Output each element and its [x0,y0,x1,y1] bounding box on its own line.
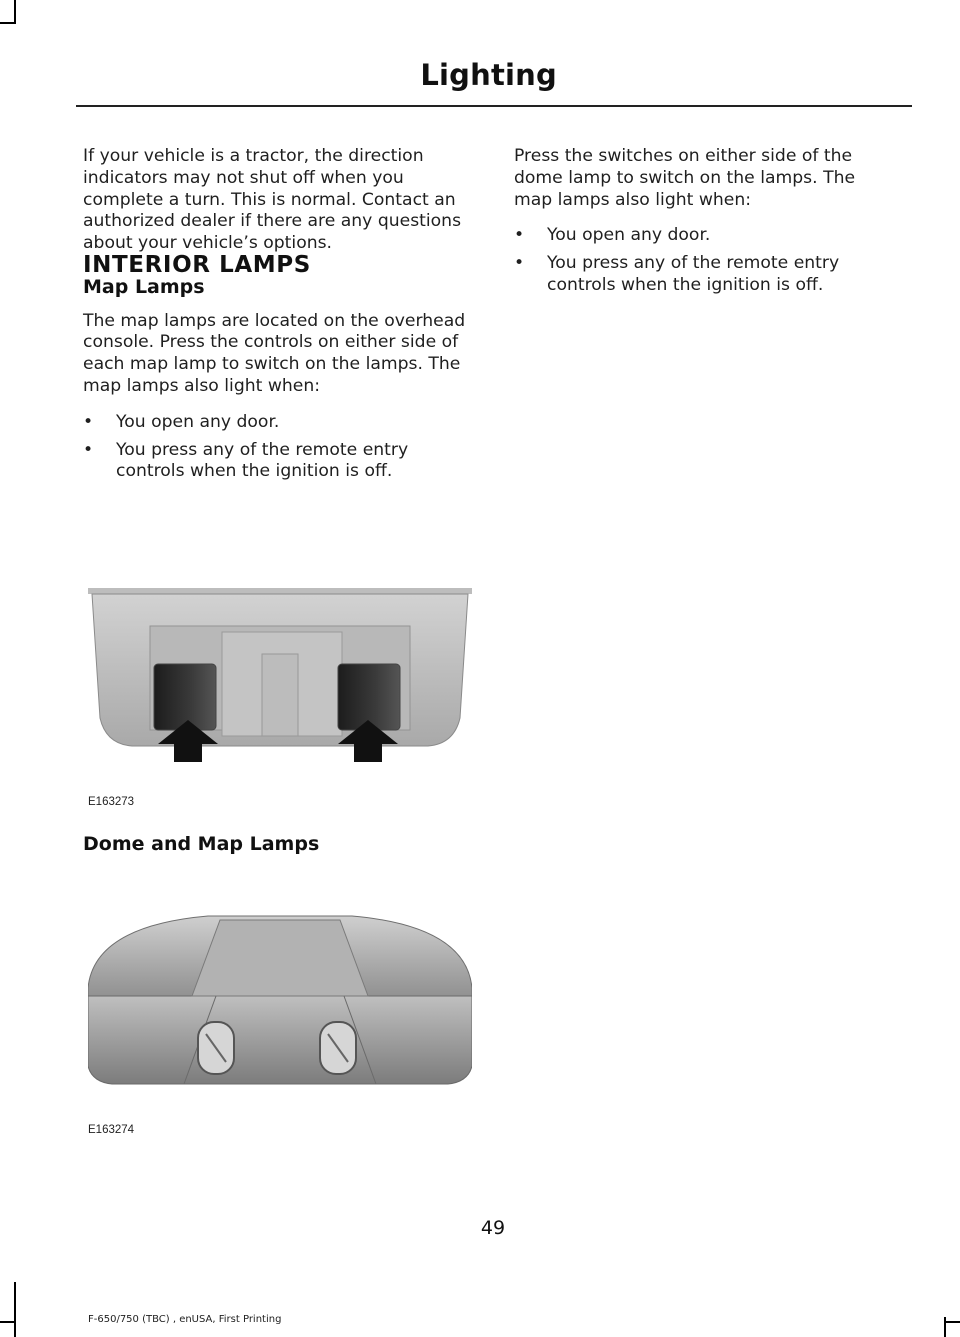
page-title: Lighting [420,58,557,92]
subheading-map-lamps: Map Lamps [83,275,205,298]
page-number: 49 [480,1217,506,1239]
dome-lamp-list [514,225,894,296]
header-rule [76,105,912,107]
list-item: • You press any of the remote entry controls when the ignition is off. [83,440,478,484]
figure-code: E163274 [88,1124,135,1136]
figure-heading: Dome and Map Lamps [83,833,320,855]
footer-text: F-650/750 (TBC) , enUSA, First Printing [88,1314,282,1325]
map-lamps-figure [88,588,472,808]
crop-mark-bottom-left-h [0,1321,16,1323]
dome-lamp-paragraph: Press the switches on either side of the dome lamp to switch on the lamps. The map lamps also light when: [514,146,856,210]
section-heading: INTERIOR LAMPS [83,251,311,278]
map-lamps-paragraph: The map lamps are located on the overhead console. Press the controls on either side of each map lamp to switch on the lamps. The map lamps also light when: [83,310,466,396]
list-item: • You press any of the remote entry controls when the ignition is off. [514,253,894,297]
map-lamps-list [83,412,478,483]
right-column [514,146,894,303]
map-lamps-illustration [88,588,472,768]
crop-mark-bottom-right-v [944,1317,946,1337]
crop-mark-top-left-h [0,22,16,24]
intro-paragraph: If your vehicle is a tractor, the direction indicators may not shut off when you complete a turn. This is normal. Contact an authorized dealer if there are any questions about your vehicle’s options. [83,146,462,254]
figure-code: E163273 [88,796,135,808]
crop-mark-top-left-v [14,0,16,24]
list-item: • You open any door. [83,412,478,434]
dome-map-lamps-figure [88,912,472,1142]
dome-lamp-illustration [88,912,472,1090]
crop-mark-bottom-right-h [944,1321,960,1323]
left-column [83,146,478,489]
crop-mark-bottom-left-v [14,1282,16,1337]
list-item: • You open any door. [514,225,894,247]
